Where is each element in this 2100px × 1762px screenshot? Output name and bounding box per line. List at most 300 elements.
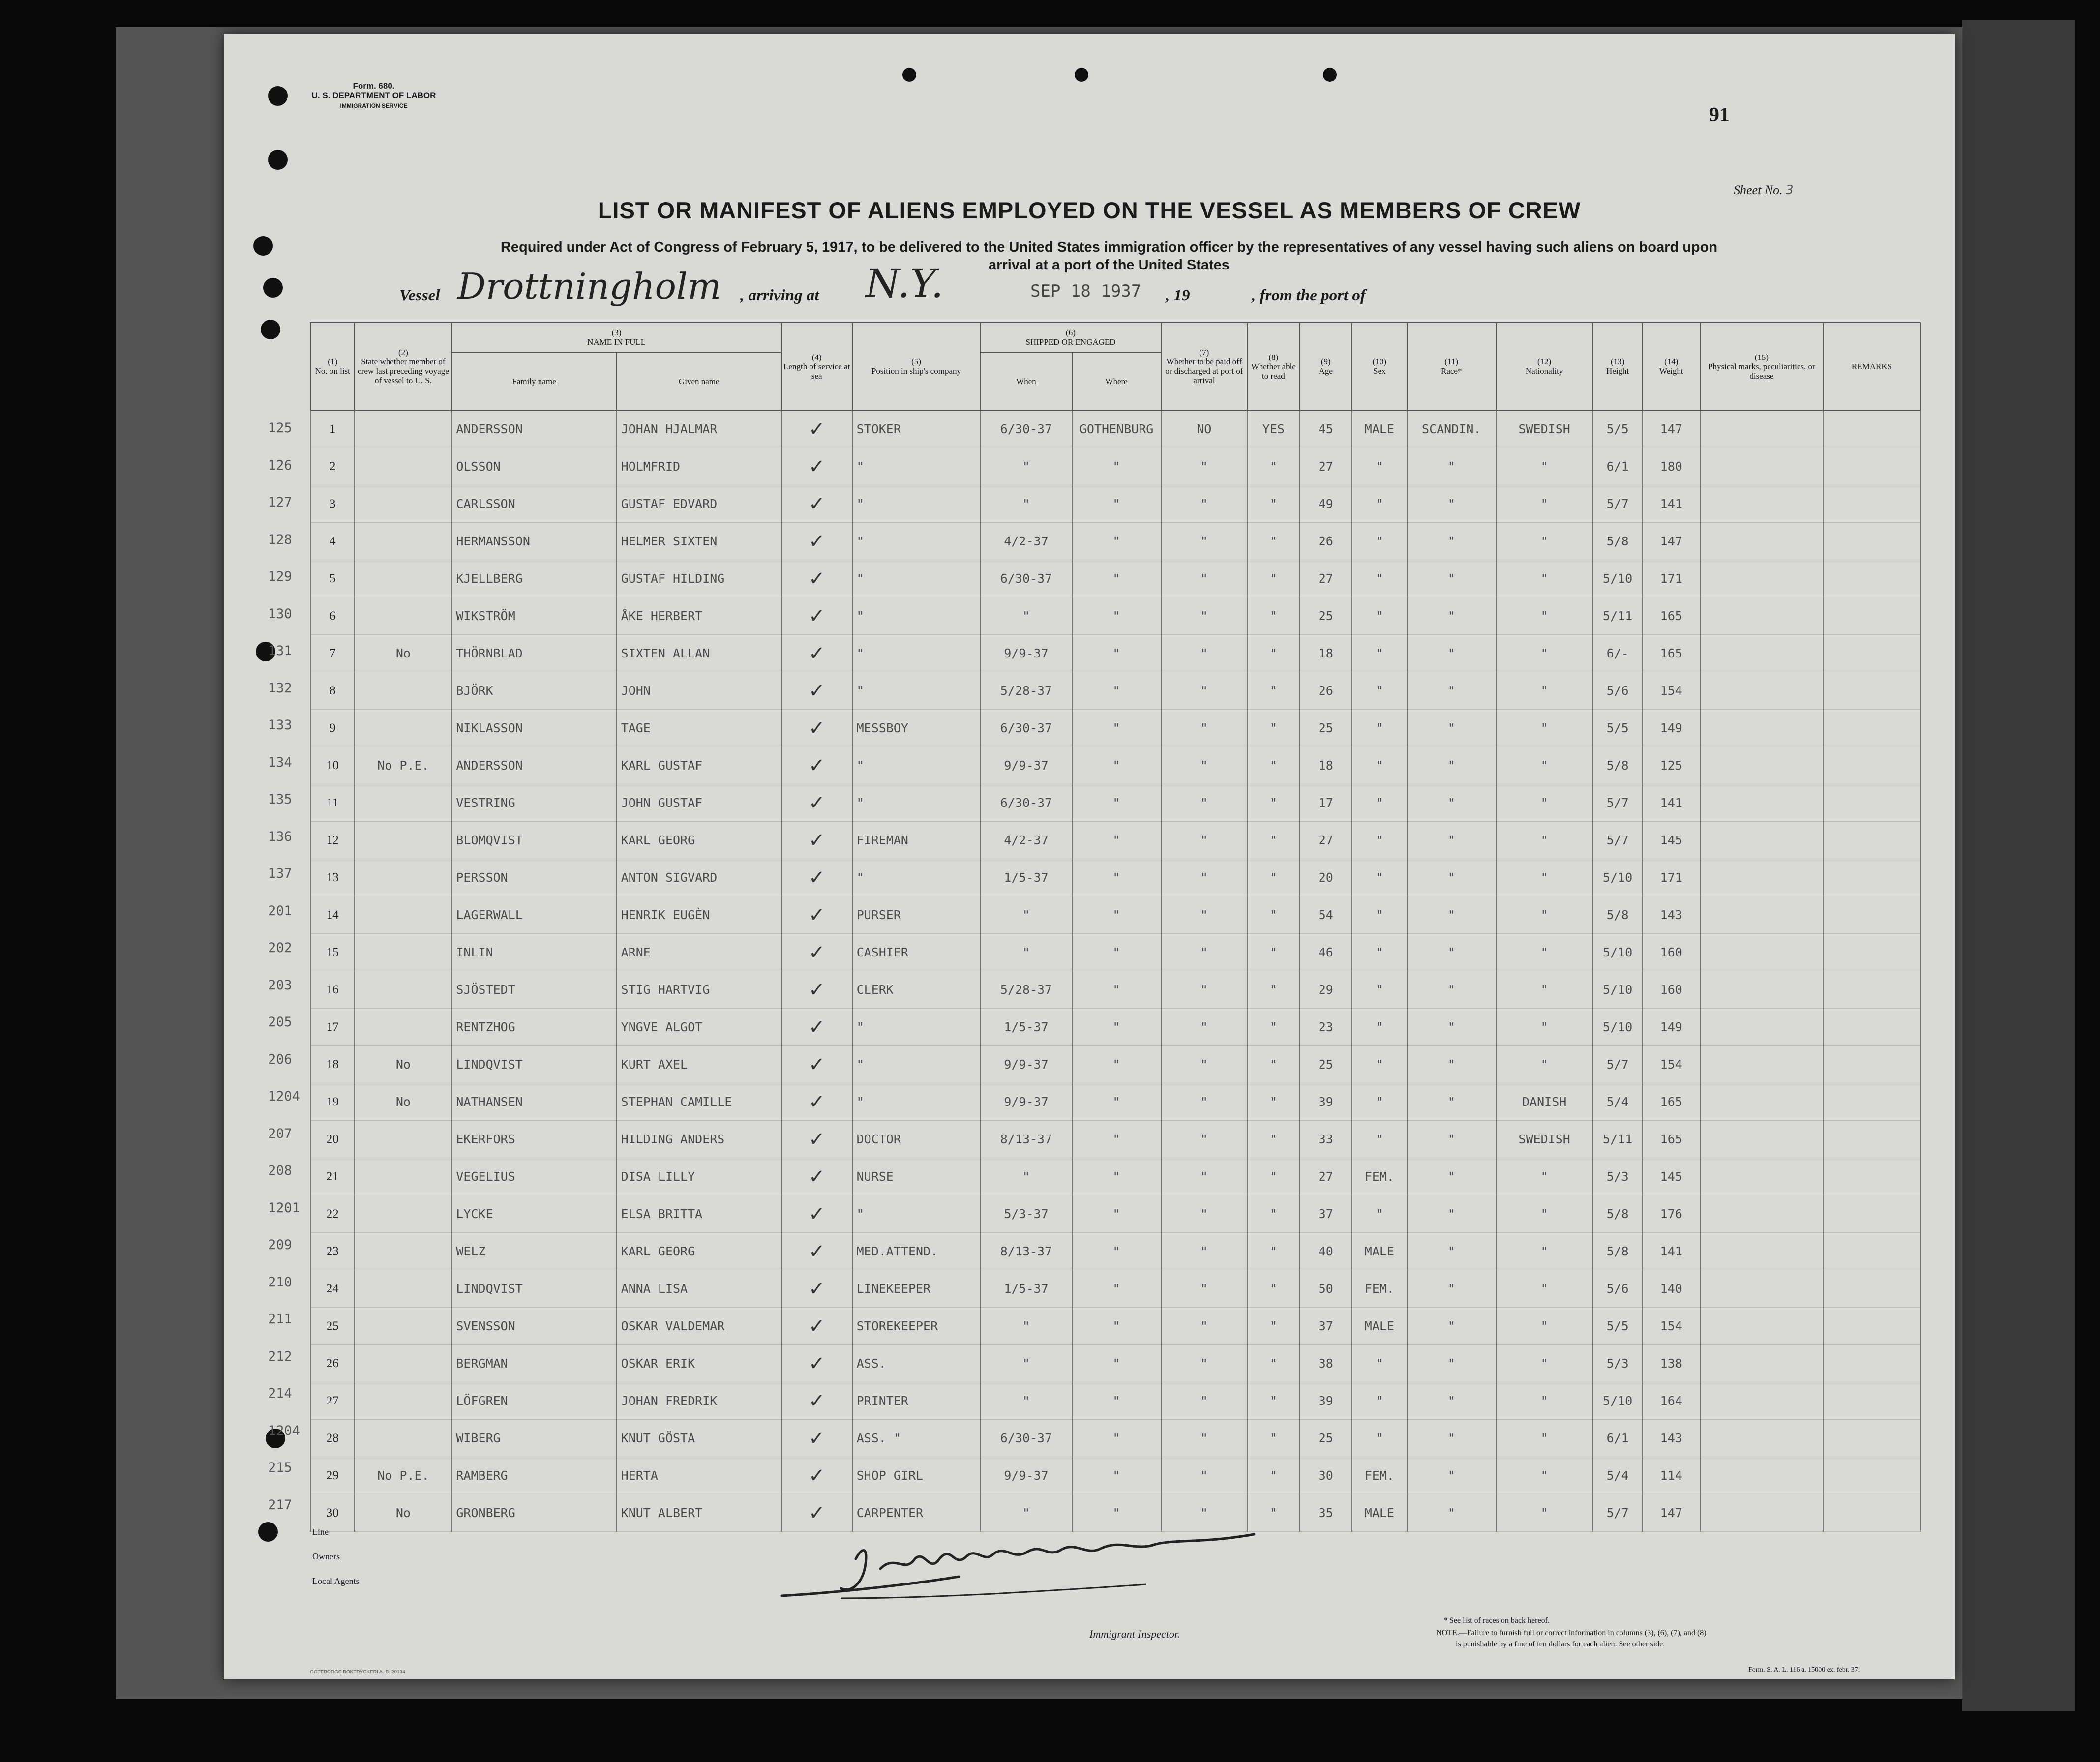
- cell-sex: FEM.: [1352, 1158, 1407, 1195]
- cell-remarks: [1823, 971, 1920, 1009]
- cell-weight: 149: [1643, 710, 1700, 747]
- cell-service-length: ✓: [781, 635, 852, 672]
- cell-previous-voyage: [355, 1270, 451, 1308]
- cell-row-number: 22: [310, 1195, 355, 1233]
- cell-service-length: ✓: [781, 784, 852, 822]
- punch-hole: [268, 86, 288, 106]
- table-row: [310, 1009, 1920, 1046]
- cell-remarks: [1823, 934, 1920, 971]
- cell-service-length: ✓: [781, 1083, 852, 1121]
- cell-previous-voyage: [355, 1009, 451, 1046]
- margin-line-number: 136: [268, 829, 292, 844]
- cell-position: ": [852, 1046, 981, 1083]
- cell-shipped-where: ": [1072, 1121, 1161, 1158]
- cell-position: ": [852, 635, 981, 672]
- cell-nationality: ": [1496, 1457, 1593, 1494]
- sheet-label: Sheet No.: [1734, 183, 1783, 197]
- cell-race: ": [1407, 859, 1496, 896]
- cell-shipped-when: ": [980, 1494, 1072, 1532]
- cell-paid-off: ": [1161, 635, 1248, 672]
- table-row: [310, 1046, 1920, 1083]
- cell-weight: 154: [1643, 1046, 1700, 1083]
- cell-nationality: ": [1496, 896, 1593, 934]
- cell-service-length: ✓: [781, 1121, 852, 1158]
- cell-family-name: ANDERSSON: [451, 747, 616, 784]
- crew-rows: [310, 410, 1920, 1532]
- margin-line-number: 202: [268, 940, 292, 956]
- cell-given-name: HILDING ANDERS: [617, 1121, 781, 1158]
- cell-height: 5/10: [1593, 971, 1643, 1009]
- cell-age: 26: [1300, 672, 1352, 710]
- cell-given-name: STIG HARTVIG: [617, 971, 781, 1009]
- cell-shipped-when: 9/9-37: [980, 747, 1072, 784]
- cell-service-length: ✓: [781, 672, 852, 710]
- margin-line-number: 129: [268, 569, 292, 584]
- cell-sex: MALE: [1352, 410, 1407, 448]
- cell-sex: ": [1352, 485, 1407, 523]
- cell-position: FIREMAN: [852, 822, 981, 859]
- cell-family-name: GRONBERG: [451, 1494, 616, 1532]
- cell-nationality: ": [1496, 710, 1593, 747]
- cell-height: 6/1: [1593, 1420, 1643, 1457]
- cell-shipped-where: ": [1072, 1158, 1161, 1195]
- footnote-fine: is punishable by a fine of ten dollars for each alien. See other side.: [1456, 1640, 1665, 1648]
- punch-hole: [258, 1522, 278, 1542]
- cell-weight: 114: [1643, 1457, 1700, 1494]
- cell-family-name: RAMBERG: [451, 1457, 616, 1494]
- header-physical-marks: (15) Physical marks, peculiarities, or disease: [1700, 323, 1823, 410]
- cell-given-name: ANTON SIGVARD: [617, 859, 781, 896]
- cell-previous-voyage: [355, 934, 451, 971]
- cell-height: 5/8: [1593, 1233, 1643, 1270]
- cell-height: 5/11: [1593, 1121, 1643, 1158]
- cell-height: 5/4: [1593, 1457, 1643, 1494]
- header-previous-voyage: (2) State whether member of crew last preceding voyage of vessel to U. S.: [355, 323, 451, 410]
- cell-position: ASS.: [852, 1345, 981, 1382]
- cell-position: ASS. ": [852, 1420, 981, 1457]
- cell-sex: ": [1352, 934, 1407, 971]
- cell-race: ": [1407, 822, 1496, 859]
- cell-family-name: ANDERSSON: [451, 410, 616, 448]
- cell-row-number: 20: [310, 1121, 355, 1158]
- cell-shipped-when: 9/9-37: [980, 1457, 1072, 1494]
- cell-given-name: JOHN GUSTAF: [617, 784, 781, 822]
- cell-weight: 143: [1643, 896, 1700, 934]
- cell-sex: ": [1352, 597, 1407, 635]
- cell-row-number: 11: [310, 784, 355, 822]
- cell-remarks: [1823, 1009, 1920, 1046]
- cell-age: 18: [1300, 747, 1352, 784]
- cell-position: ": [852, 1009, 981, 1046]
- cell-race: ": [1407, 1494, 1496, 1532]
- table-row: [310, 822, 1920, 859]
- cell-age: 29: [1300, 971, 1352, 1009]
- cell-shipped-where: ": [1072, 1420, 1161, 1457]
- cell-race: ": [1407, 1009, 1496, 1046]
- header-paid-off: (7) Whether to be paid off or discharged at port of arrival: [1161, 323, 1248, 410]
- cell-physical-marks: [1700, 1270, 1823, 1308]
- cell-paid-off: ": [1161, 1233, 1248, 1270]
- cell-position: MED.ATTEND.: [852, 1233, 981, 1270]
- table-row: [310, 1345, 1920, 1382]
- cell-row-number: 12: [310, 822, 355, 859]
- cell-sex: ": [1352, 1345, 1407, 1382]
- cell-given-name: KNUT ALBERT: [617, 1494, 781, 1532]
- cell-row-number: 28: [310, 1420, 355, 1457]
- cell-position: MESSBOY: [852, 710, 981, 747]
- cell-physical-marks: [1700, 1308, 1823, 1345]
- cell-shipped-when: ": [980, 1382, 1072, 1420]
- cell-service-length: ✓: [781, 971, 852, 1009]
- table-row: [310, 1233, 1920, 1270]
- header-where: Where: [1072, 352, 1161, 410]
- cell-given-name: JOHAN HJALMAR: [617, 410, 781, 448]
- cell-able-to-read: ": [1247, 859, 1299, 896]
- cell-shipped-when: 6/30-37: [980, 784, 1072, 822]
- cell-height: 5/6: [1593, 1270, 1643, 1308]
- page-title: LIST OR MANIFEST OF ALIENS EMPLOYED ON THE VESSEL AS MEMBERS OF CREW: [598, 197, 1581, 223]
- cell-row-number: 17: [310, 1009, 355, 1046]
- cell-given-name: GUSTAF EDVARD: [617, 485, 781, 523]
- cell-sex: ": [1352, 1046, 1407, 1083]
- cell-sex: ": [1352, 747, 1407, 784]
- cell-paid-off: ": [1161, 710, 1248, 747]
- table-row: [310, 896, 1920, 934]
- cell-shipped-where: ": [1072, 896, 1161, 934]
- cell-age: 37: [1300, 1308, 1352, 1345]
- cell-position: STOKER: [852, 410, 981, 448]
- cell-paid-off: ": [1161, 1494, 1248, 1532]
- cell-able-to-read: ": [1247, 747, 1299, 784]
- cell-race: ": [1407, 1345, 1496, 1382]
- cell-physical-marks: [1700, 822, 1823, 859]
- cell-paid-off: ": [1161, 1158, 1248, 1195]
- margin-line-number: 217: [268, 1497, 292, 1513]
- cell-remarks: [1823, 1457, 1920, 1494]
- cell-remarks: [1823, 1083, 1920, 1121]
- cell-given-name: JOHAN FREDRIK: [617, 1382, 781, 1420]
- margin-line-number: 135: [268, 792, 292, 807]
- cell-race: ": [1407, 448, 1496, 485]
- cell-physical-marks: [1700, 597, 1823, 635]
- cell-nationality: ": [1496, 934, 1593, 971]
- cell-paid-off: ": [1161, 448, 1248, 485]
- table-row: [310, 1494, 1920, 1532]
- cell-race: ": [1407, 1382, 1496, 1420]
- margin-line-number: 137: [268, 866, 292, 881]
- cell-previous-voyage: No P.E.: [355, 747, 451, 784]
- cell-age: 27: [1300, 448, 1352, 485]
- cell-position: DOCTOR: [852, 1121, 981, 1158]
- cell-row-number: 25: [310, 1308, 355, 1345]
- cell-nationality: ": [1496, 822, 1593, 859]
- table-row: [310, 1382, 1920, 1420]
- margin-line-number: 134: [268, 754, 292, 770]
- from-port-label: , from the port of: [1252, 287, 1366, 304]
- cell-service-length: ✓: [781, 1345, 852, 1382]
- cell-age: 25: [1300, 710, 1352, 747]
- punch-hole: [263, 278, 283, 298]
- cell-height: 5/10: [1593, 859, 1643, 896]
- cell-race: ": [1407, 672, 1496, 710]
- cell-physical-marks: [1700, 710, 1823, 747]
- cell-remarks: [1823, 672, 1920, 710]
- cell-shipped-where: ": [1072, 1233, 1161, 1270]
- cell-shipped-when: 5/28-37: [980, 672, 1072, 710]
- margin-line-number: 126: [268, 457, 292, 473]
- cell-previous-voyage: [355, 410, 451, 448]
- page-number: 91: [1709, 104, 1730, 126]
- cell-physical-marks: [1700, 859, 1823, 896]
- cell-height: 5/7: [1593, 822, 1643, 859]
- cell-sex: ": [1352, 710, 1407, 747]
- cell-paid-off: ": [1161, 560, 1248, 597]
- cell-height: 5/8: [1593, 523, 1643, 560]
- cell-shipped-where: ": [1072, 822, 1161, 859]
- cell-given-name: HENRIK EUGÈN: [617, 896, 781, 934]
- cell-paid-off: ": [1161, 934, 1248, 971]
- cell-remarks: [1823, 560, 1920, 597]
- cell-physical-marks: [1700, 448, 1823, 485]
- cell-race: ": [1407, 1457, 1496, 1494]
- cell-family-name: NIKLASSON: [451, 710, 616, 747]
- cell-service-length: ✓: [781, 485, 852, 523]
- cell-nationality: ": [1496, 560, 1593, 597]
- cell-remarks: [1823, 710, 1920, 747]
- cell-service-length: ✓: [781, 1457, 852, 1494]
- header-no-on-list: (1) No. on list: [310, 323, 355, 410]
- cell-previous-voyage: [355, 1121, 451, 1158]
- cell-shipped-where: ": [1072, 1308, 1161, 1345]
- cell-remarks: [1823, 1233, 1920, 1270]
- cell-sex: ": [1352, 1083, 1407, 1121]
- cell-paid-off: ": [1161, 597, 1248, 635]
- cell-remarks: [1823, 822, 1920, 859]
- cell-family-name: VEGELIUS: [451, 1158, 616, 1195]
- cell-weight: 147: [1643, 410, 1700, 448]
- table-row: [310, 1083, 1920, 1121]
- margin-line-number: 125: [268, 420, 292, 436]
- cell-paid-off: ": [1161, 1046, 1248, 1083]
- cell-able-to-read: ": [1247, 1457, 1299, 1494]
- inspector-signature: [782, 1529, 1274, 1611]
- cell-race: ": [1407, 1420, 1496, 1457]
- cell-shipped-where: ": [1072, 635, 1161, 672]
- cell-paid-off: ": [1161, 822, 1248, 859]
- cell-remarks: [1823, 635, 1920, 672]
- margin-line-number: 133: [268, 717, 292, 733]
- cell-paid-off: ": [1161, 859, 1248, 896]
- margin-line-number: 127: [268, 495, 292, 510]
- cell-shipped-where: ": [1072, 1083, 1161, 1121]
- form-department: U. S. DEPARTMENT OF LABOR: [311, 91, 436, 100]
- cell-race: ": [1407, 934, 1496, 971]
- cell-physical-marks: [1700, 1382, 1823, 1420]
- cell-row-number: 23: [310, 1233, 355, 1270]
- cell-able-to-read: ": [1247, 597, 1299, 635]
- cell-service-length: ✓: [781, 523, 852, 560]
- cell-height: 5/7: [1593, 485, 1643, 523]
- cell-sex: MALE: [1352, 1494, 1407, 1532]
- cell-race: ": [1407, 710, 1496, 747]
- binder-edge: [1962, 20, 2075, 1711]
- cell-previous-voyage: [355, 1233, 451, 1270]
- cell-given-name: ELSA BRITTA: [617, 1195, 781, 1233]
- cell-shipped-when: 1/5-37: [980, 1009, 1072, 1046]
- cell-race: ": [1407, 560, 1496, 597]
- cell-age: 49: [1300, 485, 1352, 523]
- cell-remarks: [1823, 410, 1920, 448]
- cell-paid-off: ": [1161, 1009, 1248, 1046]
- header-weight: (14) Weight: [1643, 323, 1700, 410]
- cell-paid-off: NO: [1161, 410, 1248, 448]
- cell-position: STOREKEEPER: [852, 1308, 981, 1345]
- cell-family-name: BLOMQVIST: [451, 822, 616, 859]
- margin-line-number: 215: [268, 1460, 292, 1475]
- cell-given-name: TAGE: [617, 710, 781, 747]
- cell-position: CARPENTER: [852, 1494, 981, 1532]
- margin-line-number: 131: [268, 643, 292, 658]
- cell-weight: 145: [1643, 1158, 1700, 1195]
- cell-race: ": [1407, 1083, 1496, 1121]
- cell-previous-voyage: [355, 1308, 451, 1345]
- arriving-port: N.Y.: [866, 261, 944, 306]
- cell-given-name: HOLMFRID: [617, 448, 781, 485]
- cell-previous-voyage: [355, 448, 451, 485]
- cell-height: 5/8: [1593, 1195, 1643, 1233]
- cell-age: 17: [1300, 784, 1352, 822]
- cell-able-to-read: ": [1247, 523, 1299, 560]
- cell-position: PURSER: [852, 896, 981, 934]
- cell-given-name: KURT AXEL: [617, 1046, 781, 1083]
- cell-nationality: ": [1496, 1158, 1593, 1195]
- margin-line-number: 211: [268, 1312, 292, 1327]
- cell-race: ": [1407, 635, 1496, 672]
- cell-remarks: [1823, 747, 1920, 784]
- cell-family-name: LAGERWALL: [451, 896, 616, 934]
- cell-nationality: ": [1496, 597, 1593, 635]
- cell-able-to-read: ": [1247, 1494, 1299, 1532]
- cell-nationality: ": [1496, 784, 1593, 822]
- margin-line-number: 208: [268, 1163, 292, 1178]
- cell-able-to-read: ": [1247, 560, 1299, 597]
- header-family-name: Family name: [451, 352, 616, 410]
- cell-shipped-when: 8/13-37: [980, 1233, 1072, 1270]
- cell-able-to-read: YES: [1247, 410, 1299, 448]
- cell-able-to-read: ": [1247, 710, 1299, 747]
- cell-nationality: ": [1496, 635, 1593, 672]
- cell-shipped-when: ": [980, 597, 1072, 635]
- cell-height: 5/10: [1593, 560, 1643, 597]
- cell-paid-off: ": [1161, 1345, 1248, 1382]
- cell-able-to-read: ": [1247, 1233, 1299, 1270]
- cell-physical-marks: [1700, 1009, 1823, 1046]
- cell-nationality: ": [1496, 747, 1593, 784]
- cell-previous-voyage: [355, 1382, 451, 1420]
- cell-previous-voyage: [355, 896, 451, 934]
- cell-paid-off: ": [1161, 523, 1248, 560]
- margin-line-number: 209: [268, 1237, 292, 1253]
- cell-sex: ": [1352, 859, 1407, 896]
- cell-physical-marks: [1700, 485, 1823, 523]
- cell-able-to-read: ": [1247, 896, 1299, 934]
- cell-shipped-when: 6/30-37: [980, 560, 1072, 597]
- cell-height: 5/8: [1593, 747, 1643, 784]
- cell-nationality: ": [1496, 485, 1593, 523]
- cell-sex: ": [1352, 1382, 1407, 1420]
- cell-position: ": [852, 672, 981, 710]
- cell-weight: 171: [1643, 859, 1700, 896]
- cell-able-to-read: ": [1247, 1009, 1299, 1046]
- cell-service-length: ✓: [781, 859, 852, 896]
- cell-family-name: THÖRNBLAD: [451, 635, 616, 672]
- cell-race: ": [1407, 485, 1496, 523]
- cell-weight: 154: [1643, 672, 1700, 710]
- sheet-number: [1734, 183, 1794, 198]
- cell-age: 23: [1300, 1009, 1352, 1046]
- cell-remarks: [1823, 485, 1920, 523]
- cell-shipped-where: ": [1072, 859, 1161, 896]
- cell-shipped-when: 1/5-37: [980, 1270, 1072, 1308]
- cell-previous-voyage: [355, 1420, 451, 1457]
- cell-remarks: [1823, 1121, 1920, 1158]
- cell-shipped-when: 4/2-37: [980, 822, 1072, 859]
- cell-previous-voyage: [355, 485, 451, 523]
- cell-position: CLERK: [852, 971, 981, 1009]
- margin-line-number: 132: [268, 680, 292, 696]
- cell-shipped-when: ": [980, 1308, 1072, 1345]
- cell-service-length: ✓: [781, 747, 852, 784]
- cell-service-length: ✓: [781, 1046, 852, 1083]
- form-reference: Form. S. A. L. 116 a. 15000 ex. febr. 37.: [1748, 1666, 1860, 1673]
- cell-shipped-when: 9/9-37: [980, 635, 1072, 672]
- cell-shipped-where: ": [1072, 710, 1161, 747]
- cell-service-length: ✓: [781, 1233, 852, 1270]
- cell-row-number: 26: [310, 1345, 355, 1382]
- cell-remarks: [1823, 1195, 1920, 1233]
- cell-able-to-read: ": [1247, 784, 1299, 822]
- cell-given-name: KARL GEORG: [617, 822, 781, 859]
- cell-position: CASHIER: [852, 934, 981, 971]
- cell-weight: 149: [1643, 1009, 1700, 1046]
- cell-family-name: BERGMAN: [451, 1345, 616, 1382]
- cell-able-to-read: ": [1247, 1420, 1299, 1457]
- cell-row-number: 19: [310, 1083, 355, 1121]
- cell-given-name: KARL GUSTAF: [617, 747, 781, 784]
- cell-physical-marks: [1700, 1046, 1823, 1083]
- cell-row-number: 8: [310, 672, 355, 710]
- cell-position: ": [852, 485, 981, 523]
- table-row: [310, 1121, 1920, 1158]
- cell-given-name: HELMER SIXTEN: [617, 523, 781, 560]
- vessel-label: Vessel: [399, 287, 440, 304]
- cell-sex: ": [1352, 523, 1407, 560]
- cell-physical-marks: [1700, 672, 1823, 710]
- margin-line-number: 206: [268, 1051, 292, 1067]
- punch-hole: [902, 68, 916, 82]
- cell-height: 6/-: [1593, 635, 1643, 672]
- cell-previous-voyage: [355, 784, 451, 822]
- cell-family-name: WIKSTRÖM: [451, 597, 616, 635]
- cell-family-name: EKERFORS: [451, 1121, 616, 1158]
- cell-shipped-where: ": [1072, 1345, 1161, 1382]
- table-row: [310, 635, 1920, 672]
- cell-given-name: OSKAR VALDEMAR: [617, 1308, 781, 1345]
- cell-paid-off: ": [1161, 1195, 1248, 1233]
- cell-physical-marks: [1700, 1195, 1823, 1233]
- cell-nationality: ": [1496, 1270, 1593, 1308]
- table-row: [310, 784, 1920, 822]
